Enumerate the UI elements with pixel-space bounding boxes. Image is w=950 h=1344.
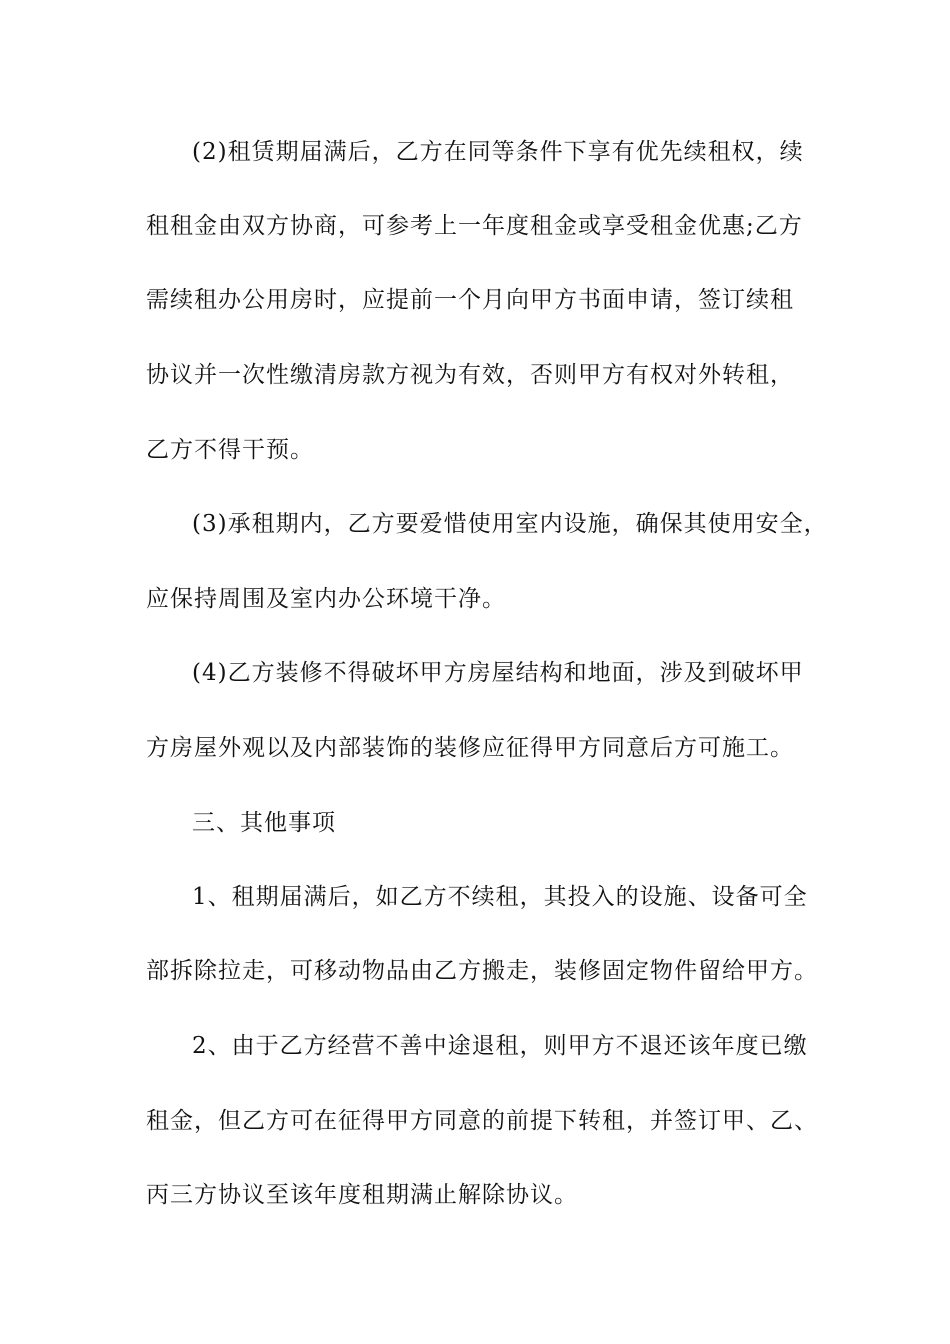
item-1-line-2: 部拆除拉走，可移动物品由乙方搬走，装修固定物件留给甲方。 [146,958,818,984]
section-heading: 三、其他事项 [192,810,336,836]
paragraph-3-line-1: (3)承租期内，乙方要爱惜使用室内设施，确保其使用安全， [192,511,828,537]
paragraph-2-line-5: 乙方不得干预。 [146,437,314,463]
paragraph-4-line-1: (4)乙方装修不得破坏甲方房屋结构和地面，涉及到破坏甲 [192,660,804,686]
item-1-line-1: 1、租期届满后，如乙方不续租，其投入的设施、设备可全 [192,884,808,910]
item-2-line-2: 租金，但乙方可在征得甲方同意的前提下转租，并签订甲、乙、 [146,1108,818,1134]
item-2-line-1: 2、由于乙方经营不善中途退租，则甲方不退还该年度已缴 [192,1033,808,1059]
paragraph-4-line-2: 方房屋外观以及内部装饰的装修应征得甲方同意后方可施工。 [146,735,794,761]
paragraph-3-line-2: 应保持周围及室内办公环境干净。 [146,586,506,612]
paragraph-2-line-4: 协议并一次性缴清房款方视为有效，否则甲方有权对外转租， [146,362,794,388]
paragraph-2-line-2: 租租金由双方协商，可参考上一年度租金或享受租金优惠;乙方 [146,213,803,239]
item-2-line-3: 丙三方协议至该年度租期满止解除协议。 [146,1182,578,1208]
paragraph-2-line-3: 需续租办公用房时，应提前一个月向甲方书面申请，签订续租 [146,287,794,313]
paragraph-2-line-1: (2)租赁期届满后，乙方在同等条件下享有优先续租权，续 [192,139,804,165]
